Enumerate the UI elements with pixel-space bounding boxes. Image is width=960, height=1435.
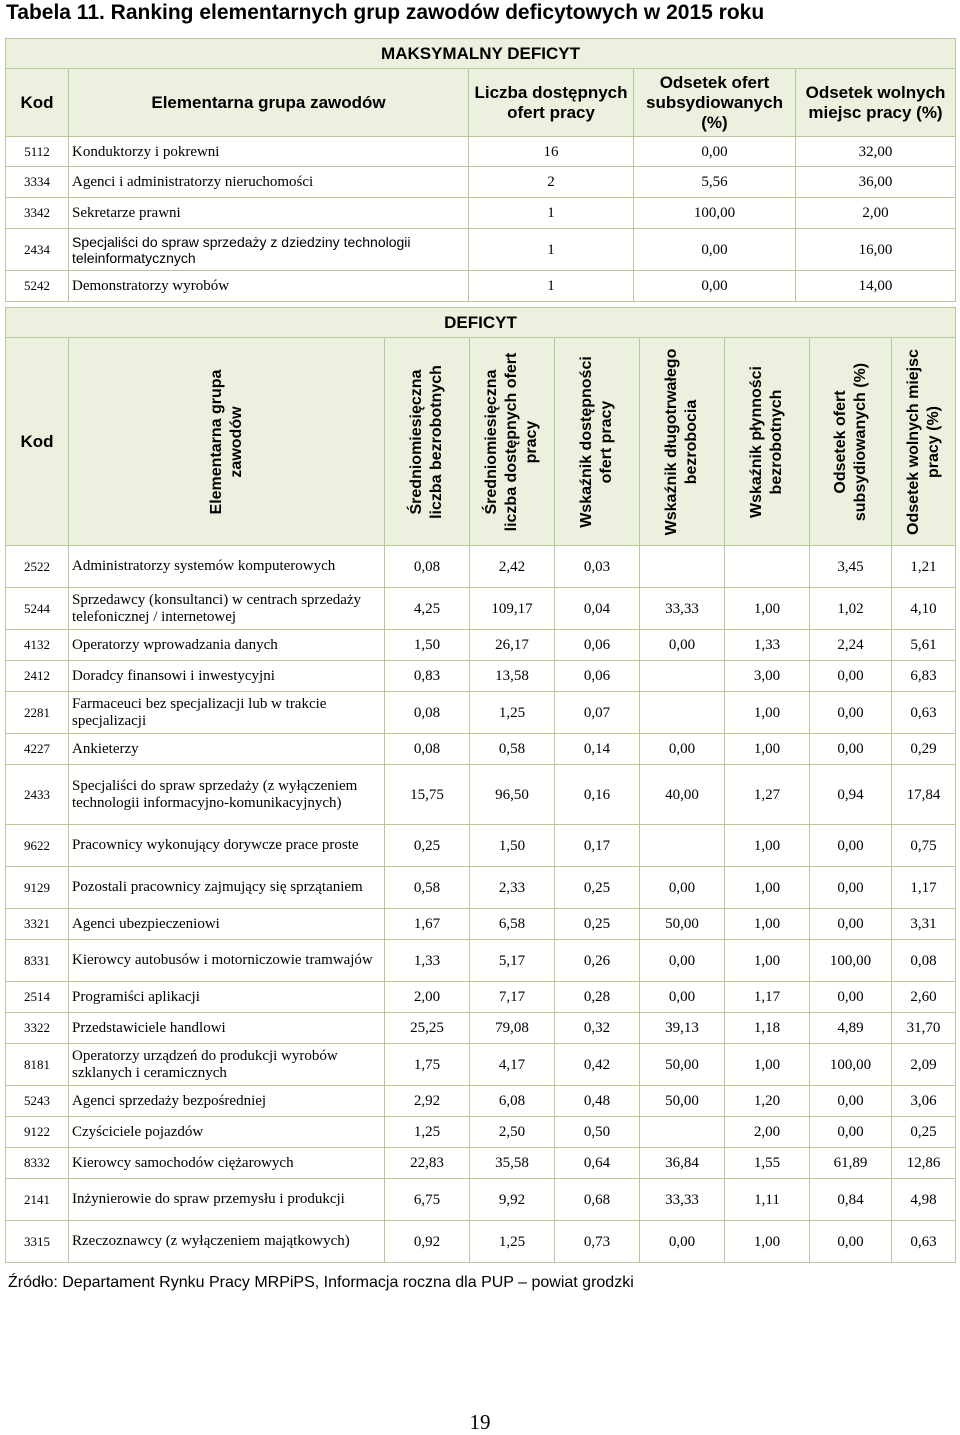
avg-unemployed-cell: 0,83: [385, 661, 470, 692]
avg-unemployed-cell: 6,75: [385, 1179, 470, 1221]
table-row: [6, 1044, 956, 1086]
fluidity-cell: 1,00: [725, 825, 810, 867]
table-row: [6, 734, 956, 765]
vheader-kod: Kod: [6, 338, 69, 546]
table-row: [6, 271, 956, 302]
long-term-cell: 33,33: [640, 588, 725, 630]
kod-cell: 3321: [6, 909, 69, 940]
long-term-cell: [640, 825, 725, 867]
avg-unemployed-cell: 0,92: [385, 1221, 470, 1263]
free-cell: 0,63: [892, 1221, 956, 1263]
header-subsidized: Odsetek ofert subsydiowanych (%): [634, 69, 796, 137]
group-name-cell: Operatorzy urządzeń do produkcji wyrobów szklanych i ceramicznych: [69, 1044, 385, 1086]
fluidity-cell: 1,27: [725, 765, 810, 825]
avg-unemployed-cell: 0,08: [385, 692, 470, 734]
table-row: [6, 765, 956, 825]
subsidized-cell: 0,00: [810, 1086, 892, 1117]
group-name-cell: Pozostali pracownicy zajmujący się sprzątaniem: [69, 867, 385, 909]
fluidity-cell: 1,11: [725, 1179, 810, 1221]
free-cell: 2,00: [796, 198, 956, 229]
availability-cell: 0,32: [555, 1013, 640, 1044]
long-term-cell: 0,00: [640, 982, 725, 1013]
fluidity-cell: 1,17: [725, 982, 810, 1013]
fluidity-cell: 1,00: [725, 1221, 810, 1263]
availability-cell: 0,48: [555, 1086, 640, 1117]
free-cell: 6,83: [892, 661, 956, 692]
avg-offers-cell: 6,58: [470, 909, 555, 940]
group-name-cell: Przedstawiciele handlowi: [69, 1013, 385, 1044]
subsidized-cell: 0,94: [810, 765, 892, 825]
subsidized-cell: 0,00: [810, 1117, 892, 1148]
kod-cell: 3322: [6, 1013, 69, 1044]
fluidity-cell: 1,33: [725, 630, 810, 661]
header-kod: Kod: [6, 69, 69, 137]
avg-offers-cell: 13,58: [470, 661, 555, 692]
table-row: [6, 692, 956, 734]
kod-cell: 9129: [6, 867, 69, 909]
kod-cell: 2141: [6, 1179, 69, 1221]
vheader-availability: Wskaźnik dostępności ofert pracy: [555, 338, 640, 546]
availability-cell: 0,06: [555, 630, 640, 661]
kod-cell: 9122: [6, 1117, 69, 1148]
fluidity-cell: 1,00: [725, 940, 810, 982]
avg-unemployed-cell: 0,25: [385, 825, 470, 867]
availability-cell: 0,26: [555, 940, 640, 982]
group-name-cell: Inżynierowie do spraw przemysłu i produkcji: [69, 1179, 385, 1221]
group-name-cell: Agenci ubezpieczeniowi: [69, 909, 385, 940]
long-term-cell: 36,84: [640, 1148, 725, 1179]
offers-cell: 1: [469, 271, 634, 302]
table-row: [6, 940, 956, 982]
vheader-long-term: Wskaźnik długotrwałego bezrobocia: [640, 338, 725, 546]
subsidized-cell: 0,00: [810, 692, 892, 734]
fluidity-cell: 1,00: [725, 692, 810, 734]
max-deficit-table: [5, 38, 956, 302]
page-number: 19: [469, 1410, 491, 1434]
availability-cell: 0,16: [555, 765, 640, 825]
free-cell: 1,21: [892, 546, 956, 588]
free-cell: 32,00: [796, 137, 956, 167]
subsidized-cell: 100,00: [810, 940, 892, 982]
free-cell: 0,08: [892, 940, 956, 982]
avg-offers-cell: 1,25: [470, 692, 555, 734]
fluidity-cell: 1,00: [725, 588, 810, 630]
kod-cell: 3342: [6, 198, 69, 229]
table-row: [6, 1117, 956, 1148]
avg-offers-cell: 2,42: [470, 546, 555, 588]
long-term-cell: 0,00: [640, 734, 725, 765]
free-cell: 3,06: [892, 1086, 956, 1117]
table-row: [6, 1148, 956, 1179]
group-name-cell: Specjaliści do spraw sprzedaży z dziedziny technologii teleinformatycznych: [69, 229, 469, 271]
long-term-cell: [640, 1117, 725, 1148]
group-name-cell: Sprzedawcy (konsultanci) w centrach sprzedaży telefonicznej / internetowej: [69, 588, 385, 630]
header-free: Odsetek wolnych miejsc pracy (%): [796, 69, 956, 137]
availability-cell: 0,06: [555, 661, 640, 692]
group-name-cell: Farmaceuci bez specjalizacji lub w trakcie specjalizacji: [69, 692, 385, 734]
kod-cell: 2434: [6, 229, 69, 271]
table-row: [6, 661, 956, 692]
group-name-cell: Programiści aplikacji: [69, 982, 385, 1013]
avg-offers-cell: 4,17: [470, 1044, 555, 1086]
group-name-cell: Rzeczoznawcy (z wyłączeniem majątkowych): [69, 1221, 385, 1263]
group-name-cell: Administratorzy systemów komputerowych: [69, 546, 385, 588]
long-term-cell: 0,00: [640, 940, 725, 982]
table-row: [6, 982, 956, 1013]
subsidized-cell: 0,00: [810, 867, 892, 909]
vheader-subsidized: Odsetek ofert subsydiowanych (%): [810, 338, 892, 546]
avg-unemployed-cell: 22,83: [385, 1148, 470, 1179]
group-name-cell: Ankieterzy: [69, 734, 385, 765]
kod-cell: 4227: [6, 734, 69, 765]
table-row: [6, 1013, 956, 1044]
kod-cell: 2281: [6, 692, 69, 734]
kod-cell: 2514: [6, 982, 69, 1013]
subsidized-cell: 100,00: [810, 1044, 892, 1086]
free-cell: 31,70: [892, 1013, 956, 1044]
subsidized-cell: 3,45: [810, 546, 892, 588]
offers-cell: 1: [469, 229, 634, 271]
free-cell: 4,98: [892, 1179, 956, 1221]
avg-unemployed-cell: 1,25: [385, 1117, 470, 1148]
free-cell: 14,00: [796, 271, 956, 302]
subsidized-cell: 5,56: [634, 167, 796, 198]
avg-offers-cell: 6,08: [470, 1086, 555, 1117]
group-name-cell: Demonstratorzy wyrobów: [69, 271, 469, 302]
avg-offers-cell: 1,25: [470, 1221, 555, 1263]
avg-unemployed-cell: 1,75: [385, 1044, 470, 1086]
subsidized-cell: 0,00: [634, 271, 796, 302]
header-offers: Liczba dostępnych ofert pracy: [469, 69, 634, 137]
table-row: [6, 546, 956, 588]
long-term-cell: 50,00: [640, 1044, 725, 1086]
availability-cell: 0,50: [555, 1117, 640, 1148]
group-name-cell: Kierowcy samochodów ciężarowych: [69, 1148, 385, 1179]
avg-offers-cell: 35,58: [470, 1148, 555, 1179]
long-term-cell: [640, 546, 725, 588]
free-cell: 17,84: [892, 765, 956, 825]
table-row: [6, 1179, 956, 1221]
table-row: [6, 137, 956, 167]
avg-offers-cell: 96,50: [470, 765, 555, 825]
long-term-cell: 33,33: [640, 1179, 725, 1221]
subsidized-cell: 0,00: [810, 1221, 892, 1263]
table-title: Tabela 11. Ranking elementarnych grup zawodów deficytowych w 2015 roku: [6, 1, 765, 24]
kod-cell: 5242: [6, 271, 69, 302]
source-note: Źródło: Departament Rynku Pracy MRPiPS, Informacja roczna dla PUP – powiat grodzki: [8, 1274, 634, 1291]
avg-offers-cell: 5,17: [470, 940, 555, 982]
fluidity-cell: 1,18: [725, 1013, 810, 1044]
subsidized-cell: 2,24: [810, 630, 892, 661]
avg-unemployed-cell: 0,08: [385, 546, 470, 588]
table-row: [6, 167, 956, 198]
table-row: [6, 229, 956, 271]
avg-offers-cell: 109,17: [470, 588, 555, 630]
kod-cell: 5112: [6, 137, 69, 167]
free-cell: 0,25: [892, 1117, 956, 1148]
table-row: [6, 1086, 956, 1117]
avg-unemployed-cell: 1,50: [385, 630, 470, 661]
vheader-avg-offers: Średniomiesięczna liczba dostępnych ofert pracy: [470, 338, 555, 546]
avg-offers-cell: 79,08: [470, 1013, 555, 1044]
group-name-cell: Czyściciele pojazdów: [69, 1117, 385, 1148]
group-name-cell: Sekretarze prawni: [69, 198, 469, 229]
availability-cell: 0,25: [555, 909, 640, 940]
subsidized-cell: 1,02: [810, 588, 892, 630]
group-name-cell: Doradcy finansowi i inwestycyjni: [69, 661, 385, 692]
vheader-avg-unemployed: Średniomiesięczna liczba bezrobotnych: [385, 338, 470, 546]
table-row: [6, 867, 956, 909]
table-row: [6, 909, 956, 940]
kod-cell: 2433: [6, 765, 69, 825]
kod-cell: 5243: [6, 1086, 69, 1117]
kod-cell: 2522: [6, 546, 69, 588]
avg-unemployed-cell: 2,92: [385, 1086, 470, 1117]
subsidized-cell: 0,00: [810, 982, 892, 1013]
max-deficit-body: [6, 137, 956, 302]
free-cell: 3,31: [892, 909, 956, 940]
long-term-cell: 0,00: [640, 1221, 725, 1263]
long-term-cell: 0,00: [640, 630, 725, 661]
availability-cell: 0,04: [555, 588, 640, 630]
free-cell: 1,17: [892, 867, 956, 909]
avg-unemployed-cell: 15,75: [385, 765, 470, 825]
free-cell: 2,60: [892, 982, 956, 1013]
avg-offers-cell: 1,50: [470, 825, 555, 867]
avg-unemployed-cell: 0,58: [385, 867, 470, 909]
avg-offers-cell: 7,17: [470, 982, 555, 1013]
fluidity-cell: 3,00: [725, 661, 810, 692]
subsidized-cell: 0,00: [810, 734, 892, 765]
table-row: [6, 825, 956, 867]
long-term-cell: 50,00: [640, 1086, 725, 1117]
availability-cell: 0,25: [555, 867, 640, 909]
max-deficit-heading: MAKSYMALNY DEFICYT: [6, 39, 956, 69]
kod-cell: 5244: [6, 588, 69, 630]
subsidized-cell: 61,89: [810, 1148, 892, 1179]
availability-cell: 0,03: [555, 546, 640, 588]
fluidity-cell: 1,20: [725, 1086, 810, 1117]
availability-cell: 0,28: [555, 982, 640, 1013]
fluidity-cell: 2,00: [725, 1117, 810, 1148]
deficit-heading: DEFICYT: [6, 308, 956, 338]
free-cell: 0,63: [892, 692, 956, 734]
subsidized-cell: 0,00: [634, 229, 796, 271]
free-cell: 0,75: [892, 825, 956, 867]
kod-cell: 3315: [6, 1221, 69, 1263]
kod-cell: 8332: [6, 1148, 69, 1179]
avg-offers-cell: 9,92: [470, 1179, 555, 1221]
group-name-cell: Pracownicy wykonujący dorywcze prace proste: [69, 825, 385, 867]
group-name-cell: Agenci sprzedaży bezpośredniej: [69, 1086, 385, 1117]
avg-unemployed-cell: 1,67: [385, 909, 470, 940]
group-name-cell: Kierowcy autobusów i motorniczowie tramwajów: [69, 940, 385, 982]
availability-cell: 0,07: [555, 692, 640, 734]
table-row: [6, 630, 956, 661]
group-name-cell: Agenci i administratorzy nieruchomości: [69, 167, 469, 198]
header-group: Elementarna grupa zawodów: [69, 69, 469, 137]
fluidity-cell: 1,00: [725, 867, 810, 909]
availability-cell: 0,42: [555, 1044, 640, 1086]
free-cell: 2,09: [892, 1044, 956, 1086]
avg-unemployed-cell: 2,00: [385, 982, 470, 1013]
group-name-cell: Specjaliści do spraw sprzedaży (z wyłączeniem technologii informacyjno-komunikacyjnych): [69, 765, 385, 825]
subsidized-cell: 0,84: [810, 1179, 892, 1221]
avg-offers-cell: 2,33: [470, 867, 555, 909]
long-term-cell: [640, 692, 725, 734]
vheader-fluidity: Wskaźnik płynności bezrobotnych: [725, 338, 810, 546]
free-cell: 4,10: [892, 588, 956, 630]
offers-cell: 16: [469, 137, 634, 167]
subsidized-cell: 4,89: [810, 1013, 892, 1044]
group-name-cell: Konduktorzy i pokrewni: [69, 137, 469, 167]
free-cell: 5,61: [892, 630, 956, 661]
avg-unemployed-cell: 0,08: [385, 734, 470, 765]
group-name-cell: Operatorzy wprowadzania danych: [69, 630, 385, 661]
avg-unemployed-cell: 1,33: [385, 940, 470, 982]
fluidity-cell: 1,00: [725, 909, 810, 940]
availability-cell: 0,73: [555, 1221, 640, 1263]
offers-cell: 2: [469, 167, 634, 198]
long-term-cell: 39,13: [640, 1013, 725, 1044]
avg-offers-cell: 26,17: [470, 630, 555, 661]
table-row: [6, 198, 956, 229]
free-cell: 36,00: [796, 167, 956, 198]
availability-cell: 0,64: [555, 1148, 640, 1179]
free-cell: 16,00: [796, 229, 956, 271]
deficit-body: [6, 546, 956, 1263]
subsidized-cell: 0,00: [810, 661, 892, 692]
long-term-cell: 40,00: [640, 765, 725, 825]
fluidity-cell: 1,00: [725, 1044, 810, 1086]
long-term-cell: 0,00: [640, 867, 725, 909]
subsidized-cell: 100,00: [634, 198, 796, 229]
avg-unemployed-cell: 25,25: [385, 1013, 470, 1044]
fluidity-cell: [725, 546, 810, 588]
fluidity-cell: 1,00: [725, 734, 810, 765]
avg-offers-cell: 0,58: [470, 734, 555, 765]
kod-cell: 8181: [6, 1044, 69, 1086]
table-row: [6, 588, 956, 630]
subsidized-cell: 0,00: [810, 909, 892, 940]
avg-offers-cell: 2,50: [470, 1117, 555, 1148]
long-term-cell: 50,00: [640, 909, 725, 940]
avg-unemployed-cell: 4,25: [385, 588, 470, 630]
kod-cell: 4132: [6, 630, 69, 661]
free-cell: 12,86: [892, 1148, 956, 1179]
kod-cell: 9622: [6, 825, 69, 867]
vheader-group: Elementarna grupa zawodów: [69, 338, 385, 546]
long-term-cell: [640, 661, 725, 692]
subsidized-cell: 0,00: [810, 825, 892, 867]
fluidity-cell: 1,55: [725, 1148, 810, 1179]
kod-cell: 8331: [6, 940, 69, 982]
subsidized-cell: 0,00: [634, 137, 796, 167]
table-row: [6, 1221, 956, 1263]
kod-cell: 2412: [6, 661, 69, 692]
availability-cell: 0,14: [555, 734, 640, 765]
availability-cell: 0,68: [555, 1179, 640, 1221]
deficit-table: [5, 307, 956, 1263]
availability-cell: 0,17: [555, 825, 640, 867]
offers-cell: 1: [469, 198, 634, 229]
free-cell: 0,29: [892, 734, 956, 765]
vheader-free: Odsetek wolnych miejsc pracy (%): [892, 338, 956, 546]
kod-cell: 3334: [6, 167, 69, 198]
